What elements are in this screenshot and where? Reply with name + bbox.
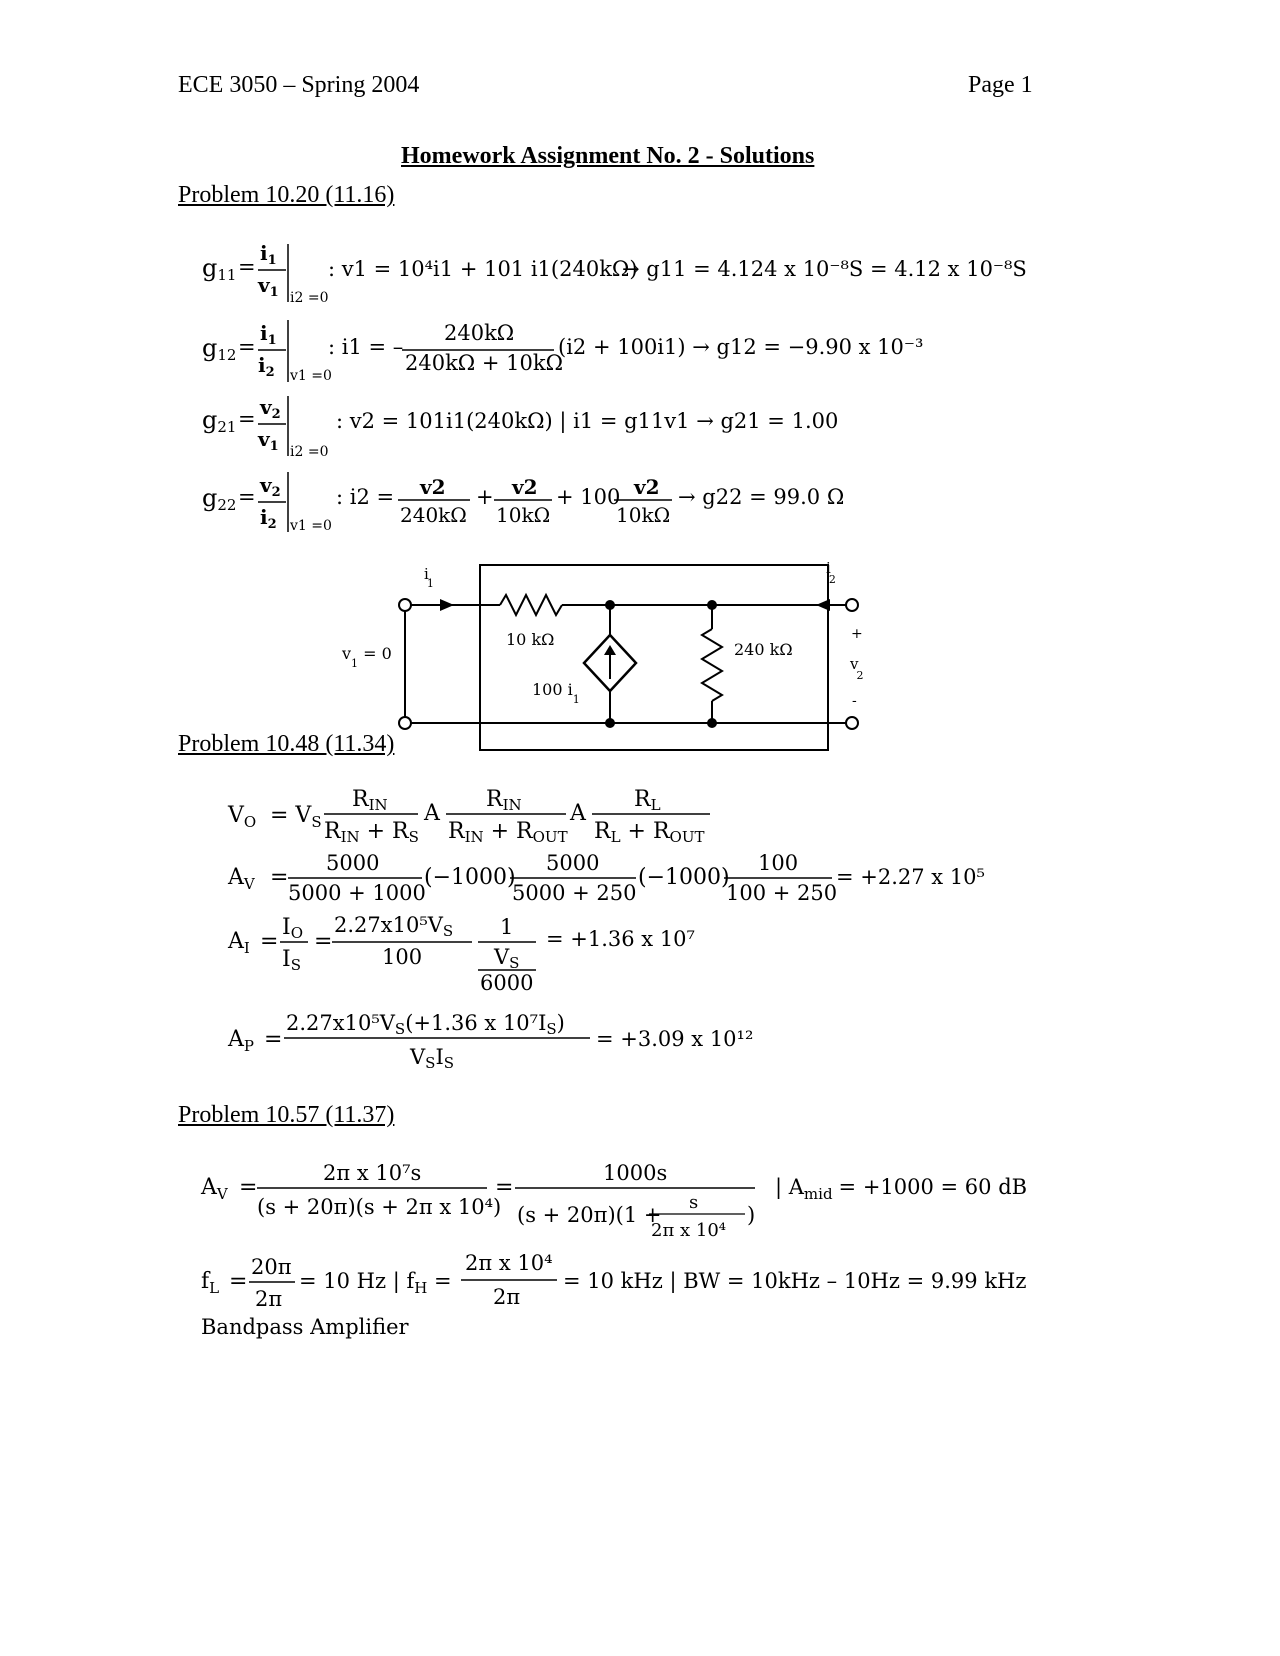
svg-text:+ 100: + 100 (556, 485, 621, 509)
svg-text:2π x 10⁷s: 2π x 10⁷s (323, 1161, 422, 1185)
svg-text:2π: 2π (493, 1285, 521, 1309)
svg-text:5000 + 1000: 5000 + 1000 (288, 881, 426, 905)
resistor-240k-label: 240 kΩ (734, 640, 793, 659)
port2-bottom-terminal (846, 717, 858, 729)
svg-text:i2: $i_2$ (260, 505, 277, 532)
svg-text:240kΩ: 240kΩ (400, 503, 467, 527)
svg-text:v2: v2 (634, 475, 660, 499)
svg-text:VS: VS (494, 945, 520, 972)
svg-text:10kΩ: 10kΩ (616, 503, 671, 527)
g12-expression: : i1 = – (328, 335, 404, 359)
av-lhs-p3: $A_V$ (201, 1175, 228, 1203)
svg-text:1: 1 (500, 915, 514, 939)
svg-text:=: = (238, 335, 256, 359)
port2-top-terminal (846, 599, 858, 611)
svg-text:i1: $i_1$ (260, 241, 277, 268)
svg-text:g12: g12 (202, 334, 237, 364)
svg-text:(−1000): (−1000) (424, 865, 516, 890)
svg-text:v1: $v_1$ (258, 273, 279, 300)
resistor-240k (702, 629, 722, 701)
svg-text:g21: g21 (202, 406, 237, 436)
g22-expression: : i2 = (336, 485, 395, 509)
svg-text:v2: v2 (420, 475, 446, 499)
fh-result: = 10 kHz | BW = 10kHz – 10Hz = 9.99 kHz (563, 1269, 1027, 1293)
svg-text:=: = (260, 929, 279, 954)
g12-result: (i2 + 100i1) → g12 = −9.90 x 10⁻³ (558, 335, 924, 359)
g12-denominator: 240kΩ + 10kΩ (405, 351, 564, 375)
svg-text:RIN: RIN (352, 787, 388, 814)
course-header: ECE 3050 – Spring 2004 (178, 72, 420, 98)
svg-text:100: 100 (758, 851, 799, 875)
svg-text:RIN: RIN (486, 787, 522, 814)
problem-heading-3: Problem 10.57 (11.37) (178, 1102, 395, 1128)
fl-lhs: $f_L$ (201, 1269, 220, 1297)
svg-text:RL: RL (634, 787, 661, 814)
svg-text:=: = (270, 865, 289, 890)
svg-text:5000: 5000 (546, 851, 600, 875)
svg-text:1000s: 1000s (603, 1161, 668, 1185)
svg-text:IS: IS (282, 947, 301, 974)
svg-text:=: = (264, 1027, 283, 1052)
svg-text:v1 =0: v1 =0 (290, 368, 332, 384)
svg-text:): ) (747, 1203, 756, 1227)
svg-text:i2 =0: i2 =0 (290, 444, 329, 460)
svg-text:=: = (239, 1175, 258, 1200)
g22-result: → g22 = 99.0 Ω (678, 485, 845, 509)
svg-text:2.27x10⁵VS: 2.27x10⁵VS (334, 913, 454, 940)
svg-text:5000 + 250: 5000 + 250 (512, 881, 637, 905)
svg-text:100 + 250: 100 + 250 (726, 881, 838, 905)
svg-text:(s + 20π)(s + 2π x 10⁴): (s + 20π)(s + 2π x 10⁴) (257, 1195, 502, 1219)
svg-text:s: s (689, 1192, 699, 1213)
svg-text:5000: 5000 (326, 851, 380, 875)
svg-text:6000: 6000 (480, 971, 534, 995)
port1-bottom-terminal (399, 717, 411, 729)
svg-text:A: A (570, 801, 586, 826)
port1-top-terminal (399, 599, 411, 611)
g21-expression: : v2 = 101i1(240kΩ) | i1 = g11v1 → g21 = 1.00 (336, 409, 839, 433)
problem-heading-2: Problem 10.48 (11.34) (178, 731, 395, 757)
svg-text:2.27x10⁵VS(+1.36 x 10⁷IS): 2.27x10⁵VS(+1.36 x 10⁷IS) (286, 1011, 565, 1038)
svg-text:=: = (229, 1269, 248, 1294)
ai-result: = +1.36 x 10⁷ (546, 927, 695, 951)
svg-text:IO: IO (282, 915, 304, 942)
v2-plus: + (851, 626, 863, 642)
page-title: Homework Assignment No. 2 - Solutions (401, 143, 815, 169)
amid-result: | $A_{mid} = +1000 = 60$ dB (775, 1175, 1028, 1203)
cond-i2-zero: i2 =0 (290, 290, 329, 306)
svg-text:VSIS: VSIS (410, 1045, 455, 1072)
svg-text:i2: $i_2$ (258, 353, 275, 380)
bandpass-equations (195, 1150, 1075, 1350)
svg-text:10kΩ: 10kΩ (496, 503, 551, 527)
resistor-10k (500, 595, 562, 615)
svg-text:=: = (495, 1175, 514, 1200)
svg-text:2π: 2π (255, 1287, 283, 1311)
v1-label: $v_1 = 0$ (342, 644, 392, 670)
svg-text:= VS: = $V_S$ (270, 803, 322, 831)
g11-expression: : v1 = 10⁴i1 + 101 i1(240kΩ) (328, 257, 638, 281)
vo-lhs: $V_O$ (228, 803, 257, 831)
svg-text:v2: v2 (512, 475, 538, 499)
svg-text:(s + 20π)(1 +: (s + 20π)(1 + (517, 1203, 662, 1227)
g11-result: → g11 = 4.124 x 10⁻⁸S = 4.12 x 10⁻⁸S (622, 257, 1027, 281)
i2-arrow (816, 599, 830, 611)
svg-text:v2: $v_2$ (260, 473, 281, 500)
svg-text:100: 100 (382, 945, 423, 969)
g-parameter-equations (190, 230, 1090, 540)
ai-lhs: $A_I$ (228, 929, 250, 957)
svg-text:2π x 10⁴: 2π x 10⁴ (465, 1251, 553, 1275)
svg-text:RIN + RS: RIN + RS (324, 819, 419, 846)
av-lhs: $A_V$ (228, 865, 255, 893)
g12-numerator: 240kΩ (444, 321, 515, 345)
page-number: Page 1 (968, 72, 1033, 98)
svg-text:(−1000): (−1000) (638, 865, 730, 890)
svg-text:v2: $v_2$ (260, 395, 281, 422)
source-label: 100 $i_1$ (532, 680, 580, 706)
ap-lhs: $A_P$ (228, 1027, 254, 1055)
svg-text:=: = (238, 407, 256, 431)
fl-result: = 10 Hz | $f_H$ = (299, 1269, 452, 1297)
svg-text:i1: $i_1$ (260, 321, 277, 348)
svg-text:20π: 20π (251, 1255, 292, 1279)
circuit-diagram (330, 555, 910, 770)
v2-minus: - (852, 693, 857, 709)
svg-text:A: A (424, 801, 440, 826)
ap-result: = +3.09 x 10¹² (596, 1027, 754, 1051)
svg-text:=: = (314, 929, 333, 954)
svg-text:=: = (238, 255, 256, 279)
amplifier-gain-equations (220, 780, 1100, 1085)
g11-label: g11 (202, 254, 237, 284)
problem-heading-1: Problem 10.20 (11.16) (178, 182, 395, 208)
resistor-10k-label: 10 kΩ (506, 630, 555, 649)
svg-text:RL + ROUT: RL + ROUT (594, 819, 705, 846)
v2-label: v 2 (850, 655, 864, 682)
svg-text:=: = (238, 485, 256, 509)
i2-label: i 2 (826, 559, 836, 586)
i1-arrow (440, 599, 454, 611)
i1-label: i 1 (424, 565, 434, 590)
av-result: = +2.27 x 10⁵ (836, 865, 985, 889)
svg-text:2π x 10⁴: 2π x 10⁴ (651, 1220, 726, 1241)
svg-text:+: + (476, 485, 494, 509)
svg-text:g22: g22 (202, 484, 237, 514)
svg-text:v1 =0: v1 =0 (290, 518, 332, 534)
bandpass-note: Bandpass Amplifier (201, 1315, 409, 1339)
svg-text:RIN + ROUT: RIN + ROUT (448, 819, 568, 846)
svg-text:v1: $v_1$ (258, 427, 279, 454)
